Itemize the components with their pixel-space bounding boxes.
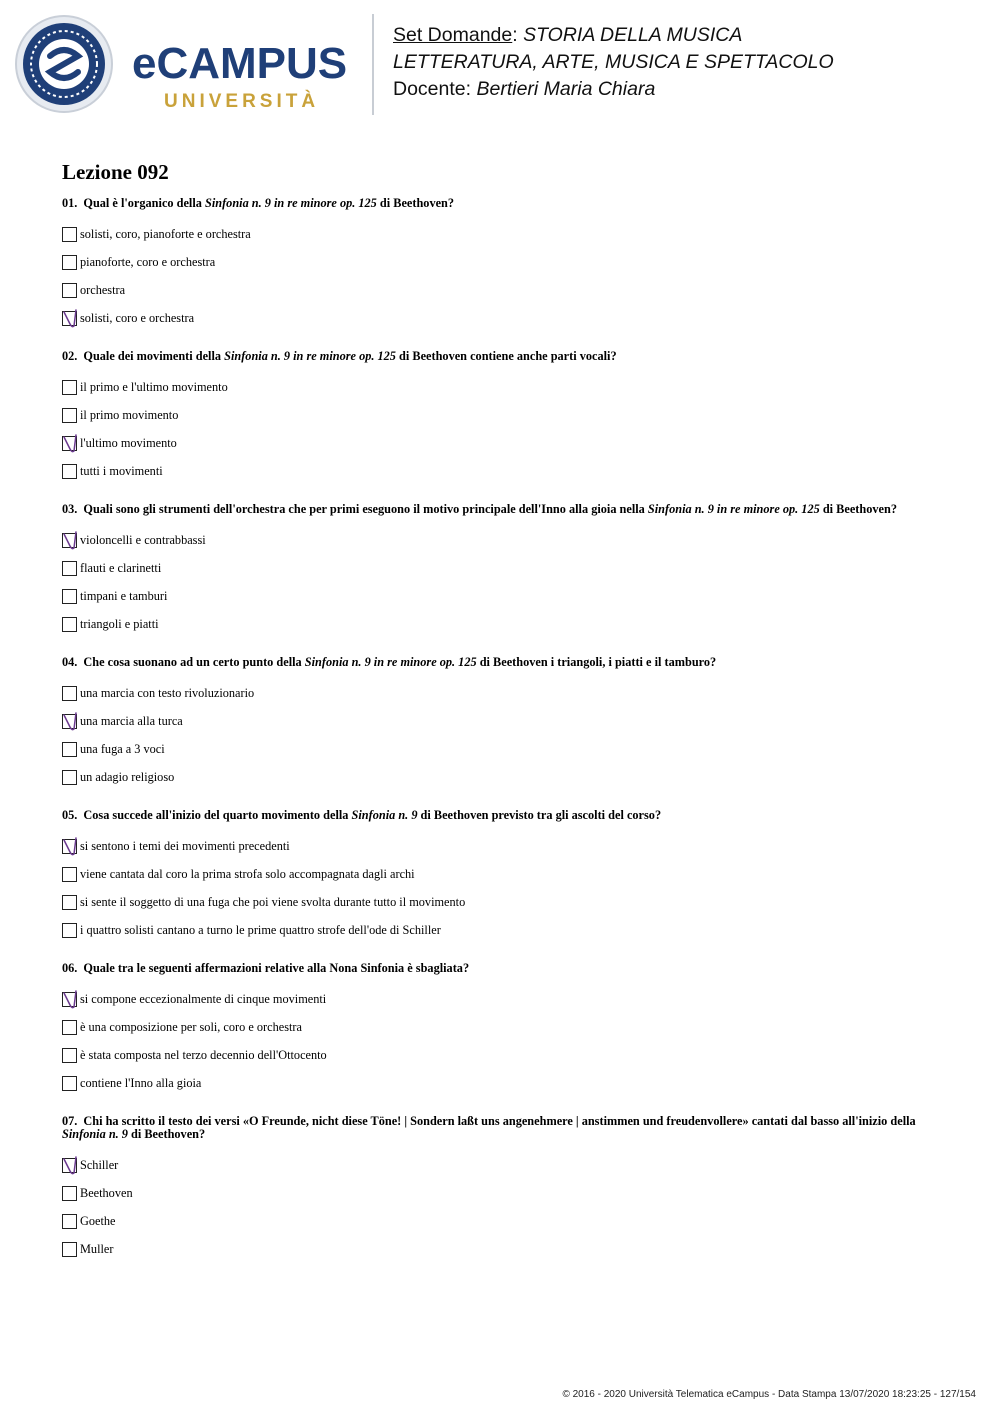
question-1 bbox=[62, 197, 942, 332]
question-text-part: di Beethoven previsto tra gli ascolti del corso? bbox=[417, 808, 662, 822]
question-text-part: Quale dei movimenti della bbox=[83, 349, 225, 363]
question-text-part: Chi ha scritto il testo dei versi «O Freunde, nicht diese Töne! | Sondern laßt uns angenehmere | anstimmen und freudenvollere» cantati dal basso all'inizio della bbox=[83, 1114, 916, 1128]
answer-option[interactable] bbox=[62, 1151, 942, 1179]
answer-checkbox[interactable] bbox=[62, 255, 77, 270]
course-line-2: LETTERATURA, ARTE, MUSICA E SPETTACOLO bbox=[393, 51, 834, 73]
answer-checkbox[interactable] bbox=[62, 714, 77, 729]
answer-label: violoncelli e contrabbassi bbox=[80, 532, 206, 547]
answer-option[interactable] bbox=[62, 860, 942, 888]
course-line-1: STORIA DELLA MUSICA bbox=[523, 24, 743, 46]
header-divider bbox=[372, 14, 374, 115]
question-text-part: di Beethoven? bbox=[376, 196, 455, 210]
question-2 bbox=[62, 350, 942, 485]
answer-option[interactable] bbox=[62, 457, 942, 485]
handwritten-check-icon bbox=[61, 836, 79, 858]
set-label: Set Domande bbox=[393, 24, 513, 46]
answer-option[interactable] bbox=[62, 1235, 942, 1263]
question-6 bbox=[62, 962, 942, 1097]
handwritten-check-icon bbox=[61, 989, 79, 1011]
answer-label: una marcia con testo rivoluzionario bbox=[80, 685, 255, 700]
answer-checkbox[interactable] bbox=[62, 895, 77, 910]
answer-option[interactable] bbox=[62, 1041, 942, 1069]
logo-subtext: UNIVERSITÀ bbox=[164, 91, 320, 112]
answer-checkbox[interactable] bbox=[62, 770, 77, 785]
answer-label: solisti, coro, pianoforte e orchestra bbox=[80, 226, 251, 241]
answer-option[interactable] bbox=[62, 276, 942, 304]
question-text bbox=[62, 962, 942, 975]
question-list bbox=[62, 197, 942, 1281]
answer-checkbox[interactable] bbox=[62, 1214, 77, 1229]
answer-label: flauti e clarinetti bbox=[80, 560, 162, 575]
answer-checkbox[interactable] bbox=[62, 617, 77, 632]
answer-option[interactable] bbox=[62, 763, 942, 791]
answer-option[interactable] bbox=[62, 582, 942, 610]
question-text bbox=[62, 656, 942, 669]
answer-label: una fuga a 3 voci bbox=[80, 741, 165, 756]
answer-label: si sente il soggetto di una fuga che poi viene svolta durante tutto il movimento bbox=[80, 894, 466, 909]
answer-checkbox[interactable] bbox=[62, 227, 77, 242]
answer-label: i quattro solisti cantano a turno le prime quattro strofe dell'ode di Schiller bbox=[80, 922, 441, 937]
question-text-part: Qual è l'organico della bbox=[83, 196, 205, 210]
answer-checkbox[interactable] bbox=[62, 283, 77, 298]
answer-label: contiene l'Inno alla gioia bbox=[80, 1075, 202, 1090]
handwritten-check-icon bbox=[61, 433, 79, 455]
answer-option[interactable] bbox=[62, 1013, 942, 1041]
answer-label: tutti i movimenti bbox=[80, 463, 163, 478]
answer-option[interactable] bbox=[62, 985, 942, 1013]
question-number: 03. bbox=[62, 502, 78, 516]
answer-checkbox[interactable] bbox=[62, 436, 77, 451]
answer-option[interactable] bbox=[62, 916, 942, 944]
question-text-part: di Beethoven i triangoli, i piatti e il tamburo? bbox=[476, 655, 717, 669]
ecampus-logo bbox=[14, 14, 354, 119]
answer-checkbox[interactable] bbox=[62, 561, 77, 576]
answer-label: una marcia alla turca bbox=[80, 713, 183, 728]
handwritten-check-icon bbox=[61, 530, 79, 552]
question-7 bbox=[62, 1115, 942, 1263]
answer-option[interactable] bbox=[62, 832, 942, 860]
question-text-part: di Beethoven? bbox=[127, 1127, 206, 1141]
answer-option[interactable] bbox=[62, 888, 942, 916]
answer-checkbox[interactable] bbox=[62, 1242, 77, 1257]
question-number: 07. bbox=[62, 1114, 78, 1128]
question-number: 01. bbox=[62, 196, 78, 210]
answer-option[interactable] bbox=[62, 1179, 942, 1207]
answer-option[interactable] bbox=[62, 526, 942, 554]
page-header bbox=[0, 0, 1000, 130]
answer-option[interactable] bbox=[62, 679, 942, 707]
answer-checkbox[interactable] bbox=[62, 380, 77, 395]
answer-checkbox[interactable] bbox=[62, 1048, 77, 1063]
question-number: 02. bbox=[62, 349, 78, 363]
answer-checkbox[interactable] bbox=[62, 742, 77, 757]
answer-label: l'ultimo movimento bbox=[80, 435, 177, 450]
answer-label: è una composizione per soli, coro e orchestra bbox=[80, 1019, 302, 1034]
answer-checkbox[interactable] bbox=[62, 923, 77, 938]
answer-option[interactable] bbox=[62, 554, 942, 582]
answer-label: è stata composta nel terzo decennio dell'Ottocento bbox=[80, 1047, 327, 1062]
answer-label: triangoli e piatti bbox=[80, 616, 159, 631]
answer-option[interactable] bbox=[62, 735, 942, 763]
answer-checkbox[interactable] bbox=[62, 1076, 77, 1091]
answer-option[interactable] bbox=[62, 401, 942, 429]
question-5 bbox=[62, 809, 942, 944]
question-text-part: di Beethoven contiene anche parti vocali? bbox=[395, 349, 617, 363]
question-text bbox=[62, 809, 942, 822]
answer-option[interactable] bbox=[62, 248, 942, 276]
question-text-part: Cosa succede all'inizio del quarto movimento della bbox=[83, 808, 352, 822]
question-text bbox=[62, 503, 942, 516]
answer-label: si sentono i temi dei movimenti precedenti bbox=[80, 838, 290, 853]
course-info: Set Domande: STORIA DELLA MUSICA LETTERATURA, ARTE, MUSICA E SPETTACOLO Docente: Bertieri Maria Chiara bbox=[393, 24, 834, 100]
answer-checkbox[interactable] bbox=[62, 533, 77, 548]
question-text-part: Che cosa suonano ad un certo punto della bbox=[83, 655, 305, 669]
answer-label: il primo movimento bbox=[80, 407, 179, 422]
answer-option[interactable] bbox=[62, 373, 942, 401]
answer-label: orchestra bbox=[80, 282, 126, 297]
handwritten-check-icon bbox=[61, 1155, 79, 1177]
question-text-part: di Beethoven? bbox=[819, 502, 897, 516]
answer-checkbox[interactable] bbox=[62, 839, 77, 854]
question-text-part: Sinfonia n. 9 in re minore op. 125 bbox=[647, 502, 820, 516]
question-3 bbox=[62, 503, 942, 638]
answer-checkbox[interactable] bbox=[62, 589, 77, 604]
teacher-name: Bertieri Maria Chiara bbox=[476, 78, 656, 100]
question-text-part: Quale tra le seguenti affermazioni relative alla Nona Sinfonia è sbagliata? bbox=[83, 961, 470, 975]
answer-label: solisti, coro e orchestra bbox=[80, 310, 195, 325]
question-text-part: Sinfonia n. 9 in re minore op. 125 bbox=[304, 655, 477, 669]
question-number: 06. bbox=[62, 961, 78, 975]
answer-option[interactable] bbox=[62, 610, 942, 638]
answer-label: un adagio religioso bbox=[80, 769, 175, 784]
answer-option[interactable] bbox=[62, 429, 942, 457]
question-text-part: Sinfonia n. 9 bbox=[62, 1127, 128, 1141]
question-number: 05. bbox=[62, 808, 78, 822]
question-text bbox=[62, 350, 942, 363]
answer-option[interactable] bbox=[62, 707, 942, 735]
answer-checkbox[interactable] bbox=[62, 686, 77, 701]
footer-print-info: © 2016 - 2020 Università Telematica eCampus - Data Stampa 13/07/2020 18:23:25 - 127/154 bbox=[562, 1389, 976, 1400]
answer-option[interactable] bbox=[62, 1207, 942, 1235]
question-text-part: Sinfonia n. 9 in re minore op. 125 bbox=[224, 349, 396, 363]
answer-option[interactable] bbox=[62, 304, 942, 332]
answer-option[interactable] bbox=[62, 1069, 942, 1097]
question-text-part: Sinfonia n. 9 in re minore op. 125 bbox=[204, 196, 377, 210]
answer-label: Beethoven bbox=[80, 1185, 133, 1200]
handwritten-check-icon bbox=[61, 308, 79, 330]
question-number: 04. bbox=[62, 655, 78, 669]
question-text-part: Sinfonia n. 9 bbox=[351, 808, 418, 822]
answer-label: viene cantata dal coro la prima strofa solo accompagnata dagli archi bbox=[80, 866, 415, 881]
answer-label: il primo e l'ultimo movimento bbox=[80, 379, 228, 394]
answer-label: timpani e tamburi bbox=[80, 588, 168, 603]
question-text bbox=[62, 197, 942, 210]
answer-checkbox[interactable] bbox=[62, 408, 77, 423]
answer-checkbox[interactable] bbox=[62, 464, 77, 479]
answer-label: Muller bbox=[80, 1241, 114, 1256]
answer-checkbox[interactable] bbox=[62, 1186, 77, 1201]
answer-label: pianoforte, coro e orchestra bbox=[80, 254, 216, 269]
answer-checkbox[interactable] bbox=[62, 992, 77, 1007]
answer-label: Goethe bbox=[80, 1213, 116, 1228]
answer-option[interactable] bbox=[62, 220, 942, 248]
answer-label: si compone eccezionalmente di cinque movimenti bbox=[80, 991, 327, 1006]
answer-checkbox[interactable] bbox=[62, 1158, 77, 1173]
answer-checkbox[interactable] bbox=[62, 311, 77, 326]
answer-label: Schiller bbox=[80, 1157, 119, 1172]
handwritten-check-icon bbox=[61, 711, 79, 733]
question-4 bbox=[62, 656, 942, 791]
teacher-label: Docente bbox=[393, 78, 466, 100]
logo-text: eCAMPUS bbox=[132, 39, 348, 88]
question-text bbox=[62, 1115, 942, 1141]
lesson-title: Lezione 092 bbox=[62, 160, 169, 184]
question-text-part: Quali sono gli strumenti dell'orchestra che per primi eseguono il motivo principale dell'Inno alla gioia nella bbox=[83, 502, 648, 516]
answer-checkbox[interactable] bbox=[62, 867, 77, 882]
answer-checkbox[interactable] bbox=[62, 1020, 77, 1035]
